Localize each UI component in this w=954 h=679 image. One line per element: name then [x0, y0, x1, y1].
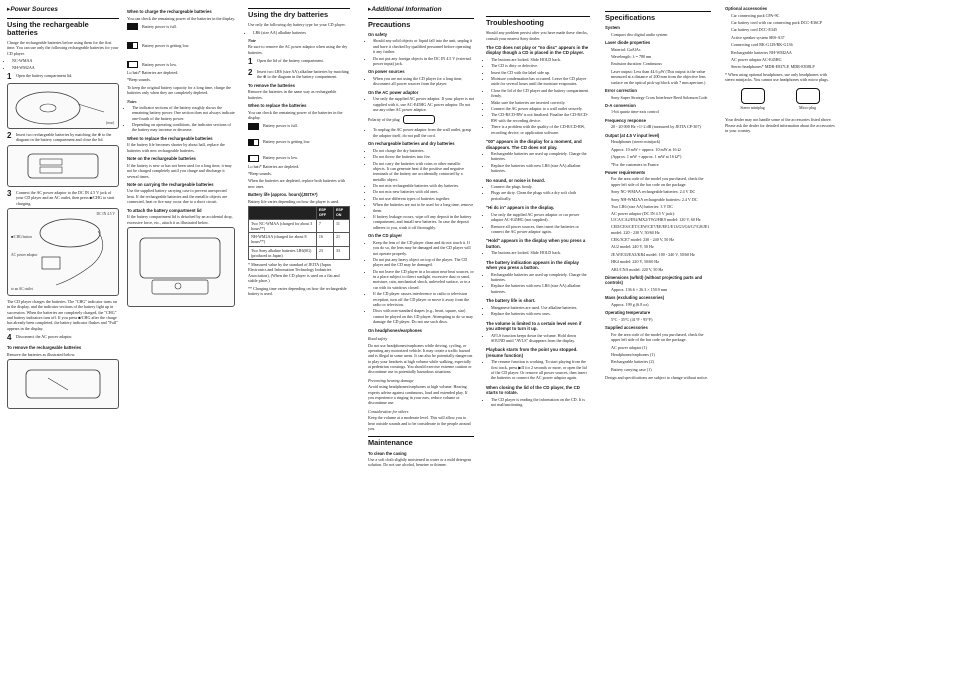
- list-item: • When the batteries are not to be used for a long time, remove them.: [373, 202, 474, 213]
- heading-clean-casing: To clean the casing: [368, 450, 407, 456]
- symptom-7: The battery life is short.: [486, 298, 536, 304]
- adaptor-label: AC power adaptor: [11, 252, 38, 257]
- dry-beep: *Beep sounds.: [248, 170, 272, 176]
- accessory-item: Rechargeable batteries NH-WM2AA: [731, 49, 792, 55]
- design-notice: Design and specifications are subject to change without notice.: [605, 375, 709, 381]
- dealer-text: Your dealer may not handle some of the accessories listed above. Please ask the dealer for detailed information about the accessories in your country.: [725, 117, 835, 134]
- dry-step-1: 1 Open the lid of the battery compartment.: [248, 57, 324, 67]
- dry-step-2: 2 Insert two LR6 (size AA) alkaline batteries by matching the ⊕ to the diagram in the battery compartment.: [248, 68, 349, 80]
- table-row: [249, 233, 350, 247]
- battery-life-text: Battery life varies depending on how the player is used.: [248, 198, 340, 204]
- column-rechargeable-batteries: [7, 6, 119, 412]
- table-cell: 7: [316, 219, 333, 233]
- notes-heading: Notes: [127, 98, 137, 104]
- stereo-miniplug-icon: [741, 88, 765, 104]
- spec-list: [605, 25, 711, 372]
- list-item: • Close the lid of the CD player and the battery compartment firmly.: [491, 88, 590, 99]
- symptom-2: "00" appears in the display for a moment, and disappears. The CD does not play.: [486, 139, 582, 150]
- depleted-text: When the batteries are depleted, replace both batteries with new ones.: [248, 178, 345, 189]
- list-item: • The buttons are locked. Slide HOLD back.: [491, 57, 590, 62]
- spec-value: 5°C - 35°C (41°F - 95°F): [611, 316, 653, 322]
- stereo-miniplug-figure: [740, 88, 764, 111]
- symptom-5: "Hold" appears in the display when you press a button.: [486, 238, 586, 249]
- remedy-list-6: [486, 272, 590, 295]
- heading-headphones: On headphones/earphones: [368, 327, 422, 333]
- figure-player-rear: [7, 83, 119, 129]
- table-row: [249, 246, 350, 260]
- battery-low-icon: [248, 155, 259, 162]
- symptom-10: When closing the lid of the CD player, the CD starts to rotate.: [486, 384, 580, 396]
- headphone-note: * When using optional headphones, use only headphones with stereo minijacks. You cannot use headphones with micro plugs.: [725, 71, 829, 83]
- table-header: [249, 207, 317, 219]
- heading-dry-batteries: Using the dry batteries: [248, 8, 350, 19]
- battery-half-icon: [127, 42, 138, 49]
- list-item: • Do not carry the batteries with coins or other metallic objects. It can generate heat if the positive and negative terminals of the battery are accidentally contacted by a metallic object.: [373, 161, 474, 183]
- spec-value: HK4 model: 220 V, 50/60 Hz: [611, 259, 660, 265]
- spec-value: Battery carrying case (1): [611, 366, 652, 372]
- replace-text: If the battery life becomes shorter by about half, replace the batteries with new rechargeable batteries.: [127, 142, 225, 153]
- heading-battery-life: Battery life (approx. hours)(JEITA*): [248, 192, 318, 198]
- step-2: 2 Insert two rechargeable batteries by matching the ⊕ to the diagram in the battery compartment and close the lid.: [7, 130, 112, 143]
- spec-value: For the area code of the model you purchased, check the upper left side of the bar code on the package.: [611, 176, 704, 187]
- micro-plug-icon: [796, 88, 820, 104]
- polarity-diagram: [368, 115, 474, 124]
- spec-value: AC power adaptor (DC IN 4.5 V jack): U/CA/CA2/E92/MX2/TW2/HK9 model: 120 V, 60 Hz: [611, 211, 701, 222]
- spec-value: 1-bit quartz time-axis control: [611, 109, 659, 115]
- dry-level-full: Battery power is full.: [248, 123, 350, 130]
- accessory-item: AC power adaptor AC-E45HG: [731, 56, 782, 62]
- list-item: • The CD player is reading the information on the CD. It is not malfunctioning.: [491, 397, 590, 408]
- spec-value: AC power adaptor (1): [611, 344, 648, 350]
- list-item: • Use only the supplied AC power adaptor or car power adaptor AC-E45HG (not supplied).: [491, 212, 590, 223]
- accessory-item: Car battery cord with car connecting pack DCC-E36CP: [731, 19, 823, 25]
- battery-half-icon: [248, 139, 259, 146]
- accessory-item: Car battery cord DCC-E345: [731, 27, 778, 33]
- spec-value: Laser output: Less than 44.6 μW (This output is the value measured at a distance of 200 mm from the objective lens surface on the optical pick-up block with 7 mm aperture.): [611, 68, 706, 85]
- list-item: • Do not throw the batteries into fire.: [373, 154, 474, 159]
- remedy-list-4: [486, 212, 590, 235]
- list-item: • Keep the lens of the CD player clean and do not touch it. If you do so, the lens may be damaged and the CD player will not operate properly.: [373, 240, 474, 256]
- list-item: • Connect the plugs firmly.: [491, 184, 590, 189]
- section-header-power-sources: ▸Power Sources: [7, 6, 58, 13]
- heading-precautions: Precautions: [368, 18, 474, 29]
- heading-attach-lid: To attach the battery compartment lid: [127, 207, 202, 213]
- spec-value: Rechargeable batteries (2): [611, 359, 654, 365]
- footnote-jeita: * Measured value by the standard of JEITA (Japan Electronics and Information Technology Industries Association). (When the CD player is used on a flat and stable place.): [248, 262, 340, 284]
- remove-dry-text: Remove the batteries in the same way as rechargeable batteries.: [248, 89, 337, 100]
- lid-text: If the battery compartment lid is detached by an accidental drop, excessive force, etc., attach it as illustrated below.: [127, 214, 233, 225]
- accessory-item: Connecting cord RK-G129/RK-G136: [731, 42, 793, 48]
- outlet-label: to an AC outlet: [11, 287, 33, 292]
- spec-value: CEK/3CE7 model: 230 - 240 V, 50 Hz: [611, 236, 675, 242]
- note-rechargeable-text: If the battery is new or has not been used for a long time, it may not be charged completely until you charge and discharge it several times.: [127, 162, 232, 179]
- list-item: • When you are not using the CD player for a long time, disconnect all power sources from the player.: [373, 76, 474, 87]
- battery-life-table: [248, 206, 350, 260]
- remedy-list-3: [486, 184, 590, 201]
- accessory-item: Active speaker system SRS-A37: [731, 34, 785, 40]
- notes-list: [127, 105, 235, 133]
- table-cell: 23: [316, 246, 333, 260]
- battery-low-icon: [127, 61, 138, 68]
- dry-type-list: [248, 30, 350, 35]
- remedy-list-10: [486, 397, 590, 408]
- lo-batt-text: Lo batt* Batteries are depleted.: [127, 69, 179, 75]
- spec-value: Sony NH-WM2AA rechargeable batteries: 2.4 V DC: [611, 196, 698, 202]
- dry-type-item: • LR6 (size AA) alkaline batteries: [253, 30, 350, 35]
- spec-value: AR1/CNA model: 220 V, 50 Hz: [611, 266, 664, 272]
- spec-value: 20 - 20 000 Hz +1/-2 dB (measured by JEITA CP-307): [611, 124, 701, 130]
- list-item: • Manganese batteries are used. Use alkaline batteries.: [491, 305, 590, 310]
- when-replace-text: You can check the remaining power of the batteries in the display.: [248, 109, 343, 121]
- dry-level-getting-low: Battery power is getting low.: [248, 139, 350, 146]
- heading-safety: On safety: [368, 31, 388, 37]
- safety-list: [368, 38, 474, 66]
- spec-key: Mass (excluding accessories): [605, 295, 665, 301]
- spec-key: Laser diode properties: [605, 40, 651, 46]
- table-header: ESP OFF: [316, 207, 333, 219]
- list-item: • If battery leakage occurs, wipe off any deposit in the battery compartment, and install new batteries. In case the deposit adheres to you, wash it off thoroughly.: [373, 214, 474, 230]
- symptom-8: The volume is limited to a certain level even if you attempt to turn it up.: [486, 320, 582, 332]
- accessory-item: Stereo headphones* MDR-E837LP, MDR-E838LP: [731, 64, 815, 70]
- step-1: 1 Open the battery compartment lid.: [7, 71, 73, 81]
- ac-adaptor-illustration: [8, 209, 118, 295]
- spec-key: Error correction: [605, 87, 637, 93]
- plug-icon: [403, 115, 435, 124]
- battery-full-icon: [127, 23, 138, 30]
- remedy-list-1: [486, 57, 590, 135]
- list-item: • Remove all power sources, then insert the batteries or connect the AC power adaptor again.: [491, 224, 590, 235]
- column-optional-accessories: [725, 6, 835, 136]
- symptom-1: The CD does not play or "no disc" appears in the display though a CD is placed in the CD player.: [486, 44, 589, 56]
- heading-road-safety: Road safety: [368, 336, 388, 342]
- symptom-3: No sound, or noise is heard.: [486, 177, 546, 183]
- list-item: • Do not put any foreign objects in the DC IN 4.5 V (external power input) jack.: [373, 56, 474, 67]
- clean-text: Use a soft cloth slightly moistened in water or a mild detergent solution. Do not use alcohol, benzine or thinner.: [368, 457, 472, 468]
- heading-when-replace-dry: When to replace the batteries: [248, 103, 307, 109]
- list-item: • Plugs are dirty. Clean the plugs with a dry soft cloth periodically.: [491, 190, 590, 201]
- remedy-list-5: [486, 250, 590, 255]
- capacity-note: To keep the original battery capacity for a long time, charge the batteries only when they are completely depleted.: [127, 84, 231, 96]
- note-item: • The indicator sections of the battery roughly shows the remaining battery power. One section does not always indicate one-fourth of the battery power.: [132, 105, 235, 121]
- list-item: • Replace the batteries with new LR6 (size AA) alkaline batteries.: [491, 163, 590, 174]
- list-item: • If the CD player causes interference to radio or television reception, turn off the CD player or move it away from the radio or television.: [373, 291, 474, 307]
- footnote-charging: ** Charging time varies depending on how the rechargeable battery is used.: [248, 285, 347, 297]
- power-list: [368, 76, 474, 87]
- spec-key: Power requirements: [605, 169, 646, 175]
- charge-description: The CD player charges the batteries. The "CHG" indicator turns on in the display, and the indicator sections of the battery light up in succession. When the batteries are completely charged, the "CHG" and battery indicators turn off. If you press ■/CHG after the charge has already been completed, the battery indicator flashes and "Full" appears in the display.: [7, 298, 118, 331]
- table-cell: Two Sony alkaline batteries LR6(SG) (produced in Japan): [249, 246, 317, 260]
- spec-key: Operating temperature: [605, 310, 651, 316]
- column-dry-batteries: [248, 6, 350, 298]
- heading-note-rechargeable: Note on the rechargeable batteries: [127, 156, 196, 162]
- heading-optional-accessories: Optional accessories: [725, 6, 768, 11]
- heading-specifications: Specifications: [605, 11, 711, 22]
- spec-key: D-A conversion: [605, 102, 636, 108]
- spec-value: Sony NC-WMAA rechargeable batteries: 2.4 V DC: [611, 189, 696, 195]
- micro-plug-label: Micro plug: [799, 106, 817, 111]
- list-item: • The buttons are locked. Slide HOLD back.: [491, 250, 590, 255]
- list-item: • To unplug the AC power adaptor from the wall outlet, grasp the adaptor itself, do not pull the cord.: [373, 127, 474, 138]
- spec-value: Headphones/earphones (1): [611, 351, 655, 357]
- spec-value: AU2 model: 240 V, 50 Hz: [611, 244, 654, 250]
- figure-ac-adaptor: [7, 208, 119, 296]
- spec-key: Supplied accessories: [605, 325, 648, 331]
- spec-value: Sony Super Strategy Cross Interleave Reed Solomon Code: [611, 94, 708, 100]
- spec-value: Emission duration: Continuous: [611, 61, 662, 67]
- ac-unplug-list: [368, 127, 474, 138]
- figure-remove-batteries: [7, 359, 119, 409]
- check-text: You can check the remaining power of the batteries in the display.: [127, 15, 235, 21]
- note-item: • Depending on operating conditions, the indicator sections of the battery may increase or decrease.: [132, 122, 235, 133]
- list-item: • Insert the CD with the label side up.: [491, 70, 590, 75]
- dc-in-label: DC IN 4.5 V: [96, 211, 115, 216]
- spec-value: Two LR6 (size AA) batteries: 3 V DC: [611, 204, 673, 209]
- table-cell: NH-WM2AA (charged for about 8 hours**): [249, 233, 317, 247]
- list-item: • Rechargeable batteries are used up completely. Charge the batteries.: [491, 272, 590, 283]
- table-cell: 16: [316, 233, 333, 247]
- column-charge-info: [127, 6, 235, 310]
- column-troubleshooting: [486, 6, 590, 410]
- heading-maintenance: Maintenance: [368, 436, 474, 447]
- list-item: • Do not put any heavy object on top of the player. The CD player and the CD may be damaged.: [373, 257, 474, 268]
- list-item: • Do not mix new batteries with old ones.: [373, 189, 474, 194]
- spec-value: (Approx. 1 mW + approx. 1 mW at 16 Ω*): [611, 154, 682, 160]
- heading-carrying: Note on carrying the rechargeable batteries: [127, 181, 214, 187]
- heading-consideration: Consideration for others: [368, 408, 409, 414]
- dry-note-text: Be sure to remove the AC power adaptor when using the dry batteries.: [248, 44, 348, 55]
- plug-illustrations: [725, 88, 835, 111]
- heading-remove-dry: To remove the batteries: [248, 82, 295, 88]
- table-header-row: [249, 207, 350, 219]
- attach-lid-illustration: [128, 228, 234, 306]
- heading-hearing: Preventing hearing damage: [368, 377, 414, 383]
- list-item: • Should any solid objects or liquid fall into the unit, unplug it and have it checked by qualified personnel before operating it any further.: [373, 38, 474, 54]
- section-header-additional: ▸Additional Information: [368, 6, 442, 13]
- symptom-9: Playback starts from the point you stopped. (resume function): [486, 347, 578, 358]
- heading-power-sources: On power sources: [368, 69, 405, 75]
- polarity-label: Polarity of the plug: [368, 117, 400, 123]
- column-precautions: [368, 6, 474, 470]
- spec-key: Output (at 4.5 V input level): [605, 132, 660, 138]
- road-safety-text: Do not use headphones/earphones while driving, cycling, or operating any motorized vehicle. It may create a traffic hazard and is illegal in some areas. It can also be potentially dangerous to play your headsets at high volume while walking, especially at pedestrian crossings. You should exercise extreme caution or discontinue use in potentially hazardous situations.: [368, 342, 473, 375]
- list-item: • Do not use different types of batteries together.: [373, 196, 474, 201]
- heading-rechargeable-dry: On rechargeable batteries and dry batteries: [368, 141, 455, 147]
- list-item: • Use only the supplied AC power adaptor. If your player is not supplied with it, use AC-E45HG AC power adaptor. Do not use any other AC power adaptor.: [373, 96, 474, 112]
- remedy-list-8: [486, 333, 590, 344]
- list-item: • The resume function is working. To start playing from the first track, press ▶II for 2 seconds or more, or open the lid of the CD player. Or remove all power sources, then insert the batteries or connect the AC power adaptor again.: [491, 359, 590, 381]
- spec-key: Frequency response: [605, 117, 646, 123]
- spec-value: Material: GaAlAs: [611, 46, 641, 52]
- list-item: • Discs with non-standard shapes (e.g., heart, square, star) cannot be played on this CD player. Attempting to do so may damage the CD player. Do not use such discs.: [373, 308, 474, 324]
- list-item: • Rechargeable batteries are used up completely. Charge the batteries.: [491, 151, 590, 162]
- list-item: • Replace the batteries with new ones.: [491, 311, 590, 316]
- battery-list: [7, 58, 119, 70]
- cd-player-list: [368, 240, 474, 325]
- spec-value: Approx. 199 g (6.8 oz): [611, 301, 649, 307]
- table-cell: Two NC-WMAA (charged for about 3 hours**): [249, 219, 317, 233]
- battery-item: • NH-WM2AA: [12, 65, 119, 70]
- micro-plug-figure: [796, 88, 820, 111]
- carry-text: Use the supplied battery carrying case to prevent unexpected heat. If the rechargeable batteries and the metallic objects are connected, heat or fire may occur due to a short circuit.: [127, 188, 228, 205]
- spec-key: Dimensions (w/h/d) (without projecting parts and controls): [605, 274, 703, 286]
- heading-cd-player: On the CD player: [368, 233, 402, 239]
- consideration-text: Keep the volume at a moderate level. This will allow you to hear outside sounds and to be considerate to the people around you.: [368, 415, 471, 431]
- dry-level-low: Battery power is low.: [248, 155, 350, 162]
- figure-attach-lid: [127, 227, 235, 307]
- rear-label: (rear): [106, 121, 114, 126]
- remedy-list-9: [486, 359, 590, 381]
- spec-value: For the area code of the model you purchased, check the upper left side of the bar code on the package.: [611, 331, 704, 343]
- dry-intro: Use only the following dry battery type for your CD player.: [248, 22, 346, 28]
- spec-value: *For the customers in France: [611, 161, 659, 167]
- hearing-text: Avoid using headphones/earphones at high volume. Hearing experts advise against continuous, loud and extended play. If you experience a ringing in your ears, reduce volume or discontinue use.: [368, 384, 468, 406]
- list-item: • Moisture condensation has occurred. Leave the CD player aside for several hours until the moisture evaporates.: [491, 76, 590, 87]
- symptom-6: The battery indication appears in the display when you press a button.: [486, 259, 579, 271]
- accessory-item: Car connecting pack CPA-9C: [731, 12, 780, 18]
- list-item: • AVLS function keeps down the volume. Hold down SOUND until "AVLS" disappears from the display.: [491, 333, 590, 344]
- beep-text: *Beep sounds.: [127, 77, 151, 83]
- trouble-intro: Should any problem persist after you have made these checks, consult your nearest Sony dealer.: [486, 30, 588, 41]
- intro-text: Charge the rechargeable batteries before using them for the first time. You can use only the following rechargeable batteries for your CD player.: [7, 39, 119, 56]
- table-cell: 33: [333, 246, 349, 260]
- spec-value: Headphones (stereo minijack): [611, 139, 661, 145]
- column-specifications: [605, 6, 711, 383]
- list-item: • Make sure the batteries are inserted correctly.: [491, 100, 590, 105]
- table-header: ESP ON: [333, 207, 349, 219]
- spec-value: Wavelength: λ = 780 nm: [611, 54, 652, 60]
- heading-when-to-charge: When to charge the rechargeable batteries: [127, 9, 212, 14]
- battery-full-icon: [248, 123, 259, 130]
- list-item: • Do not leave the CD player in a location near heat sources, or in a place subject to direct sunlight, excessive dust or sand, moisture, rain, mechanical shock, unleveled surface, or in a car with its windows closed.: [373, 269, 474, 291]
- step-4: 4 Disconnect the AC power adaptor.: [7, 333, 73, 343]
- battery-insert-illustration: [8, 146, 118, 186]
- stereo-miniplug-label: Stereo miniplug: [740, 106, 765, 111]
- table-row: [249, 219, 350, 233]
- list-item: • Replace the batteries with new LR6 (size AA) alkaline batteries.: [491, 283, 590, 294]
- list-item: • The CD-R/CD-RW is not finalized. Finalize the CD-R/CD-RW with the recording device.: [491, 112, 590, 123]
- battery-level-getting-low: Battery power is getting low.: [127, 42, 235, 49]
- table-cell: 21: [333, 233, 349, 247]
- remove-text: Remove the batteries as illustrated below.: [7, 351, 76, 357]
- dry-lo-batt: Lo batt* Batteries are depleted.: [248, 163, 300, 169]
- list-item: • Do not charge the dry batteries.: [373, 148, 474, 153]
- symptom-4: "Hi dc in" appears in the display.: [486, 205, 555, 211]
- spec-value: CED/CES/CET/CEW/CE7/EE/EE1/E13/G5/G6/G7/G8/JE1 model: 220 - 230 V, 50/60 Hz: [611, 224, 710, 235]
- rechargeable-list: [368, 148, 474, 230]
- table-cell: 11: [333, 219, 349, 233]
- list-item: • There is a problem with the quality of the CD-R/CD-RW, recording device, or application software.: [491, 124, 590, 135]
- figure-insert-batteries: [7, 145, 119, 187]
- spec-key: System: [605, 25, 620, 31]
- accessory-list: [725, 13, 835, 70]
- dry-note-heading: Note: [248, 37, 256, 43]
- battery-level-full: Battery power is full.: [127, 23, 235, 30]
- chg-button-label: ■/CHG button: [11, 234, 32, 239]
- remedy-list-2: [486, 151, 590, 174]
- step-3: 3 Connect the AC power adaptor to the DC IN 4.5 V jack of your CD player and an AC outlet, then press ■/CHG to start charging.: [7, 188, 115, 206]
- spec-value: Approx. 136.6 × 26.3 × 150.9 mm: [611, 287, 668, 292]
- spec-value: Compact disc digital audio system: [611, 31, 668, 37]
- heading-ac-adaptor: On the AC power adaptor: [368, 89, 419, 95]
- battery-item: • NC-WMAA: [12, 58, 119, 63]
- heading-troubleshooting: Troubleshooting: [486, 16, 590, 27]
- heading-using-rechargeable: Using the rechargeable batteries: [7, 18, 119, 37]
- spec-value: JE.W/E33/EA3/KR4 model: 100 - 240 V, 50/60 Hz: [611, 251, 695, 257]
- list-item: • Do not mix rechargeable batteries with dry batteries.: [373, 183, 474, 188]
- spec-value: Approx. 10 mW + approx. 10 mW at 16 Ω: [611, 146, 681, 152]
- battery-level-low: Battery power is low.: [127, 61, 235, 68]
- list-item: • Connect the AC power adaptor to a wall outlet securely.: [491, 106, 590, 111]
- remove-batteries-illustration: [8, 360, 118, 408]
- ac-list: [368, 96, 474, 112]
- cd-player-illustration: [8, 84, 118, 128]
- remedy-list-7: [486, 305, 590, 317]
- heading-remove-rechargeable: To remove the rechargeable batteries: [7, 345, 82, 351]
- heading-when-to-replace: When to replace the rechargeable batteries: [127, 135, 213, 141]
- list-item: • The CD is dirty or defective.: [491, 63, 590, 68]
